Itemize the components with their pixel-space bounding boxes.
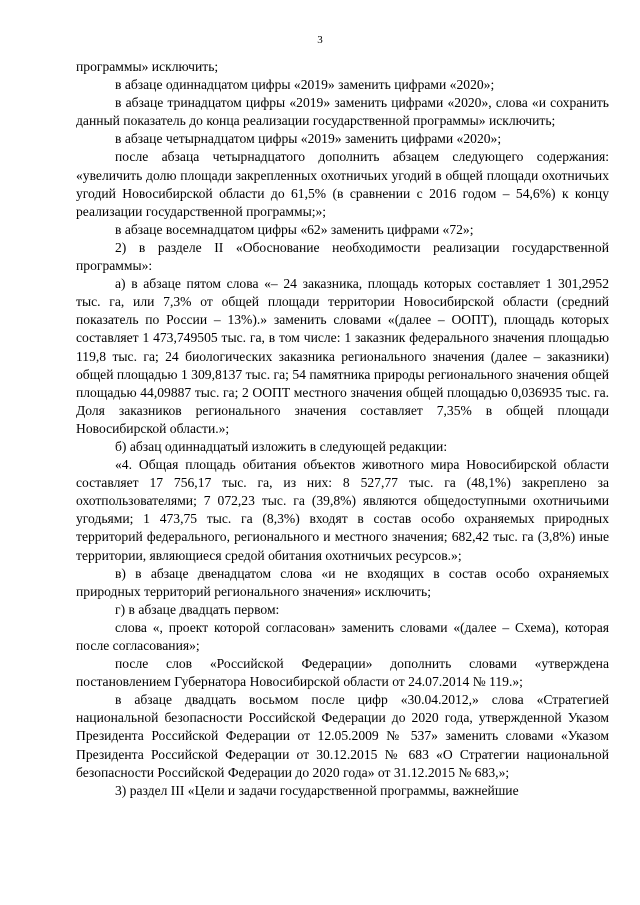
paragraph: в абзаце тринадцатом цифры «2019» заменить цифрами «2020», слова «и сохранить данный показатель до конца реализации государственной программы» исключить; <box>76 95 609 129</box>
section-item: 2) в разделе II «Обоснование необходимости реализации государственной программы»: <box>76 239 609 274</box>
paragraph: слова «, проект которой согласован» заменить словами «(далее – Схема), которая после согласования»; <box>76 619 609 653</box>
subitem-v: в) в абзаце двенадцатом слова «и не входящих в состав особо охраняемых природных территорий регионального значения» исключить; <box>76 565 609 599</box>
paragraph: в абзаце одиннадцатом цифры «2019» заменить цифрами «2020»; <box>115 77 495 93</box>
subitem-g: г) в абзаце двадцать первом: <box>115 601 280 617</box>
subitem-a: а) в абзаце пятом слова «– 24 заказника, площадь которых составляет 1 301,2952 тыс. га, или 7,3% от общей площади территории Новосибирской области (средний показатель по России – 13%).» заменить словами «(далее – ООПТ), площадь которых составляет 1 473,749505 тыс. га, в том числе: 1 заказник федерального значения площадью 119,8 тыс. га; 24 биологических заказника регионального значения (далее – заказники) общей площадью 1 309,8137 тыс. га; 54 памятника природы регионального значения общей площадью 44,09887 тыс. га; 2 ООПТ местного значения общей площадью 0,036935 тыс. га. Доля заказников регионального значения составляет 7,35% в общей площади Новосибирской области.»; <box>76 276 609 436</box>
paragraph: после абзаца четырнадцатого дополнить абзацем следующего содержания: «увеличить долю площади закрепленных охотничьих угодий в общей площади охотничьих угодий Новосибирской области до 61,5% (в сравнении с 2016 годом – 54,6%) к концу реализации государственной программы;»; <box>76 149 609 219</box>
paragraph: после слов «Российской Федерации» дополнить словами «утверждена постановлением Губернатора Новосибирской области от 24.07.2014 № 119.»; <box>76 656 609 690</box>
paragraph: в абзаце двадцать восьмом после цифр «30.04.2012,» слова «Стратегией национальной безопасности Российской Федерации до 2020 года, утвержденной Указом Президента Российской Федерации от 12.05.2009 № 537» заменить словами «Указом Президента Российской Федерации от 30.12.2015 № 683 «О Стратегии национальной безопасности Российской Федерации до 2020 года» от 31.12.2015 № 683,»; <box>76 692 609 780</box>
paragraph: программы» исключить; <box>76 59 219 74</box>
paragraph: в абзаце четырнадцатом цифры «2019» заменить цифрами «2020»; <box>115 131 502 147</box>
section-item: 3) раздел III «Цели и задачи государственной программы, важнейшие <box>115 782 519 798</box>
page-number: 3 <box>317 34 323 46</box>
document-body <box>76 58 609 800</box>
quoted-paragraph: «4. Общая площадь обитания объектов животного мира Новосибирской области составляет 17 756,17 тыс. га, из них: 8 527,77 тыс. га (48,1%) закреплено за охотпользователями; 7 072,23 тыс. га (39,8%) являются общедоступными охотничьими угодьями; 1 473,75 тыс. га (8,3%) входят в состав особо охраняемых природных территорий федерального, регионального и местного значения; 682,42 тыс. га (3,8%) иные территории, являющиеся средой обитания охотничьих ресурсов.»; <box>76 457 609 563</box>
subitem-b: б) абзац одиннадцатый изложить в следующей редакции: <box>115 438 448 454</box>
paragraph: в абзаце восемнадцатом цифры «62» заменить цифрами «72»; <box>115 221 474 237</box>
